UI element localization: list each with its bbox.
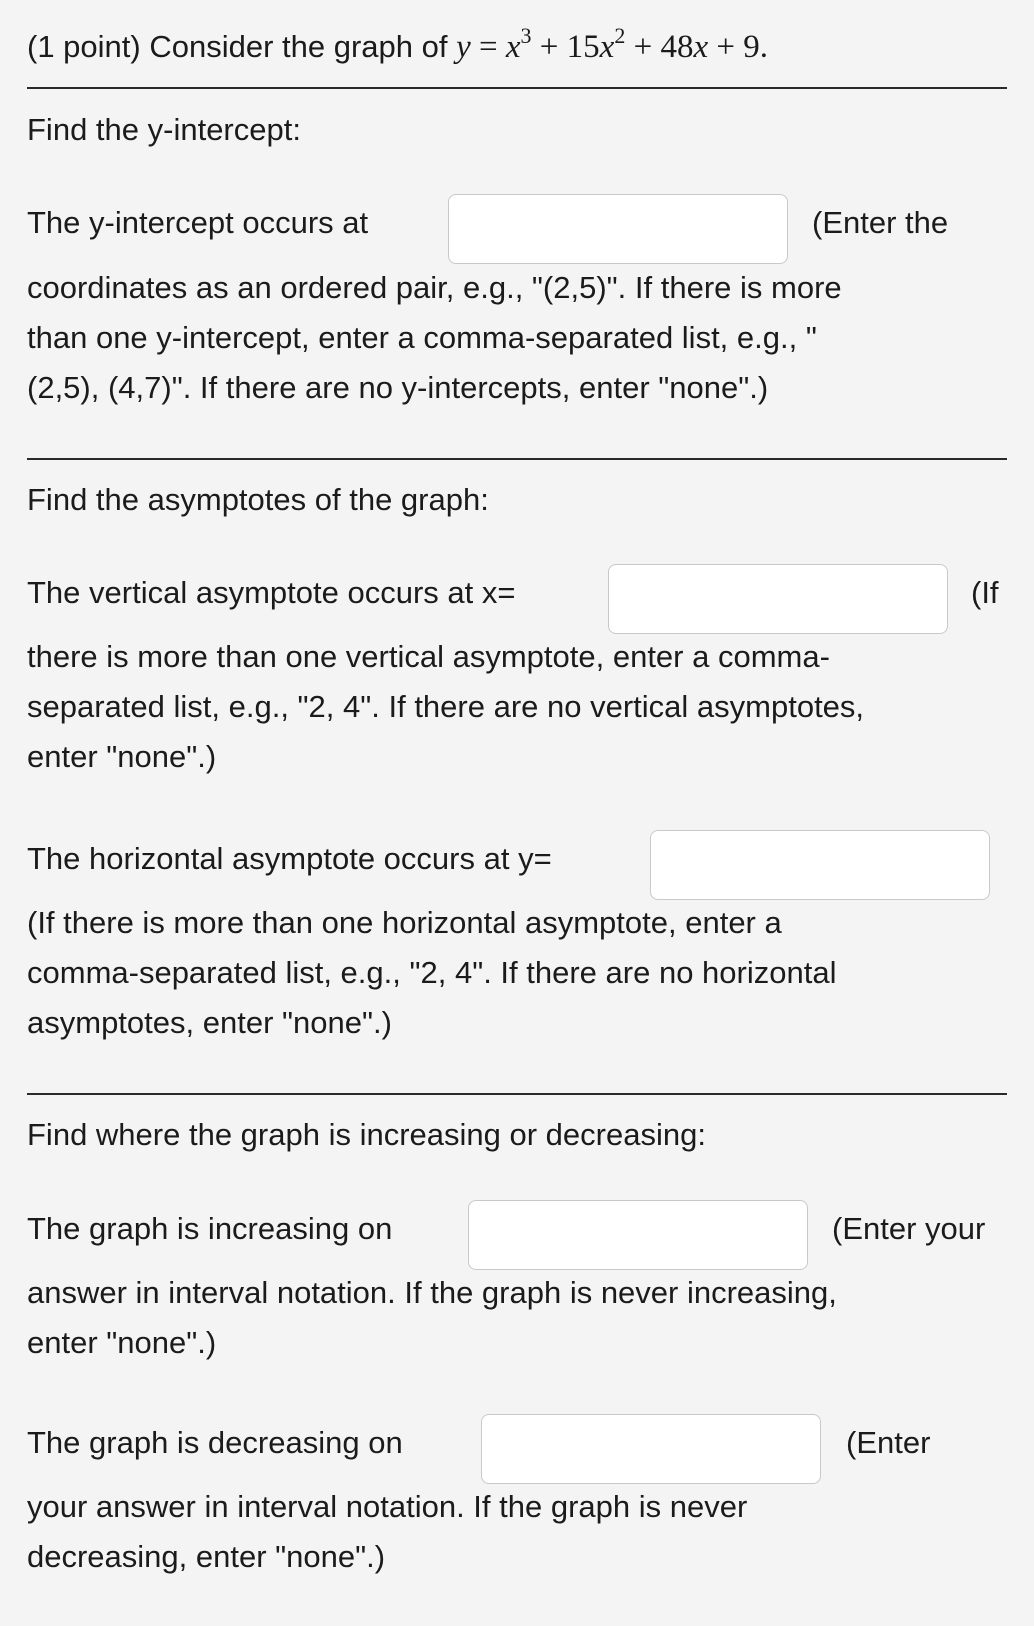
- increasing-help-line: enter "none".): [27, 1325, 217, 1360]
- points-label: (1 point) Consider the graph of: [27, 29, 448, 64]
- horizontal-asymptote-prompt: The horizontal asymptote occurs at y=: [27, 841, 552, 876]
- y-intercept-prompt: The y-intercept occurs at: [27, 205, 369, 240]
- increasing-interval-input[interactable]: [468, 1200, 808, 1270]
- y-intercept-input[interactable]: [448, 194, 788, 264]
- divider: [27, 458, 1007, 460]
- horizontal-asymptote-input[interactable]: [650, 830, 990, 900]
- y-intercept-help-line: (2,5), (4,7)". If there are no y-intercepts, enter "none".): [27, 370, 769, 405]
- decreasing-interval-input[interactable]: [481, 1414, 821, 1484]
- vertical-asymptote-help-line: there is more than one vertical asymptote, enter a comma-: [27, 639, 830, 674]
- divider: [27, 1093, 1007, 1095]
- vertical-asymptote-prompt: The vertical asymptote occurs at x=: [27, 575, 516, 610]
- vertical-asymptote-input[interactable]: [608, 564, 948, 634]
- increasing-help-line: answer in interval notation. If the graph is never increasing,: [27, 1275, 837, 1310]
- y-intercept-help-line: coordinates as an ordered pair, e.g., "(2,5)". If there is more: [27, 270, 842, 305]
- decreasing-prompt: The graph is decreasing on: [27, 1425, 403, 1460]
- vertical-asymptote-hint-start: (If: [971, 575, 999, 610]
- equation: $y = x^3 + 15x^2 + 48x + 9$.: [456, 23, 768, 65]
- y-intercept-heading: Find the y-intercept:: [27, 112, 301, 147]
- horizontal-asymptote-help-line: (If there is more than one horizontal asymptote, enter a: [27, 905, 782, 940]
- y-intercept-hint-start: (Enter the: [812, 205, 949, 240]
- vertical-asymptote-help-line: enter "none".): [27, 739, 217, 774]
- monotonic-heading: Find where the graph is increasing or decreasing:: [27, 1117, 706, 1152]
- decreasing-help-line: your answer in interval notation. If the graph is never: [27, 1489, 748, 1524]
- vertical-asymptote-help-line: separated list, e.g., "2, 4". If there are no vertical asymptotes,: [27, 689, 865, 724]
- horizontal-asymptote-help-line: asymptotes, enter "none".): [27, 1005, 392, 1040]
- y-intercept-help-line: than one y-intercept, enter a comma-separated list, e.g., ": [27, 320, 817, 355]
- decreasing-help-line: decreasing, enter "none".): [27, 1539, 386, 1574]
- increasing-prompt: The graph is increasing on: [27, 1211, 393, 1246]
- divider: [27, 87, 1007, 89]
- problem-statement: [27, 22, 768, 72]
- horizontal-asymptote-help-line: comma-separated list, e.g., "2, 4". If there are no horizontal: [27, 955, 837, 990]
- decreasing-hint-start: (Enter: [846, 1425, 931, 1460]
- asymptotes-heading: Find the asymptotes of the graph:: [27, 482, 489, 517]
- increasing-hint-start: (Enter your: [832, 1211, 986, 1246]
